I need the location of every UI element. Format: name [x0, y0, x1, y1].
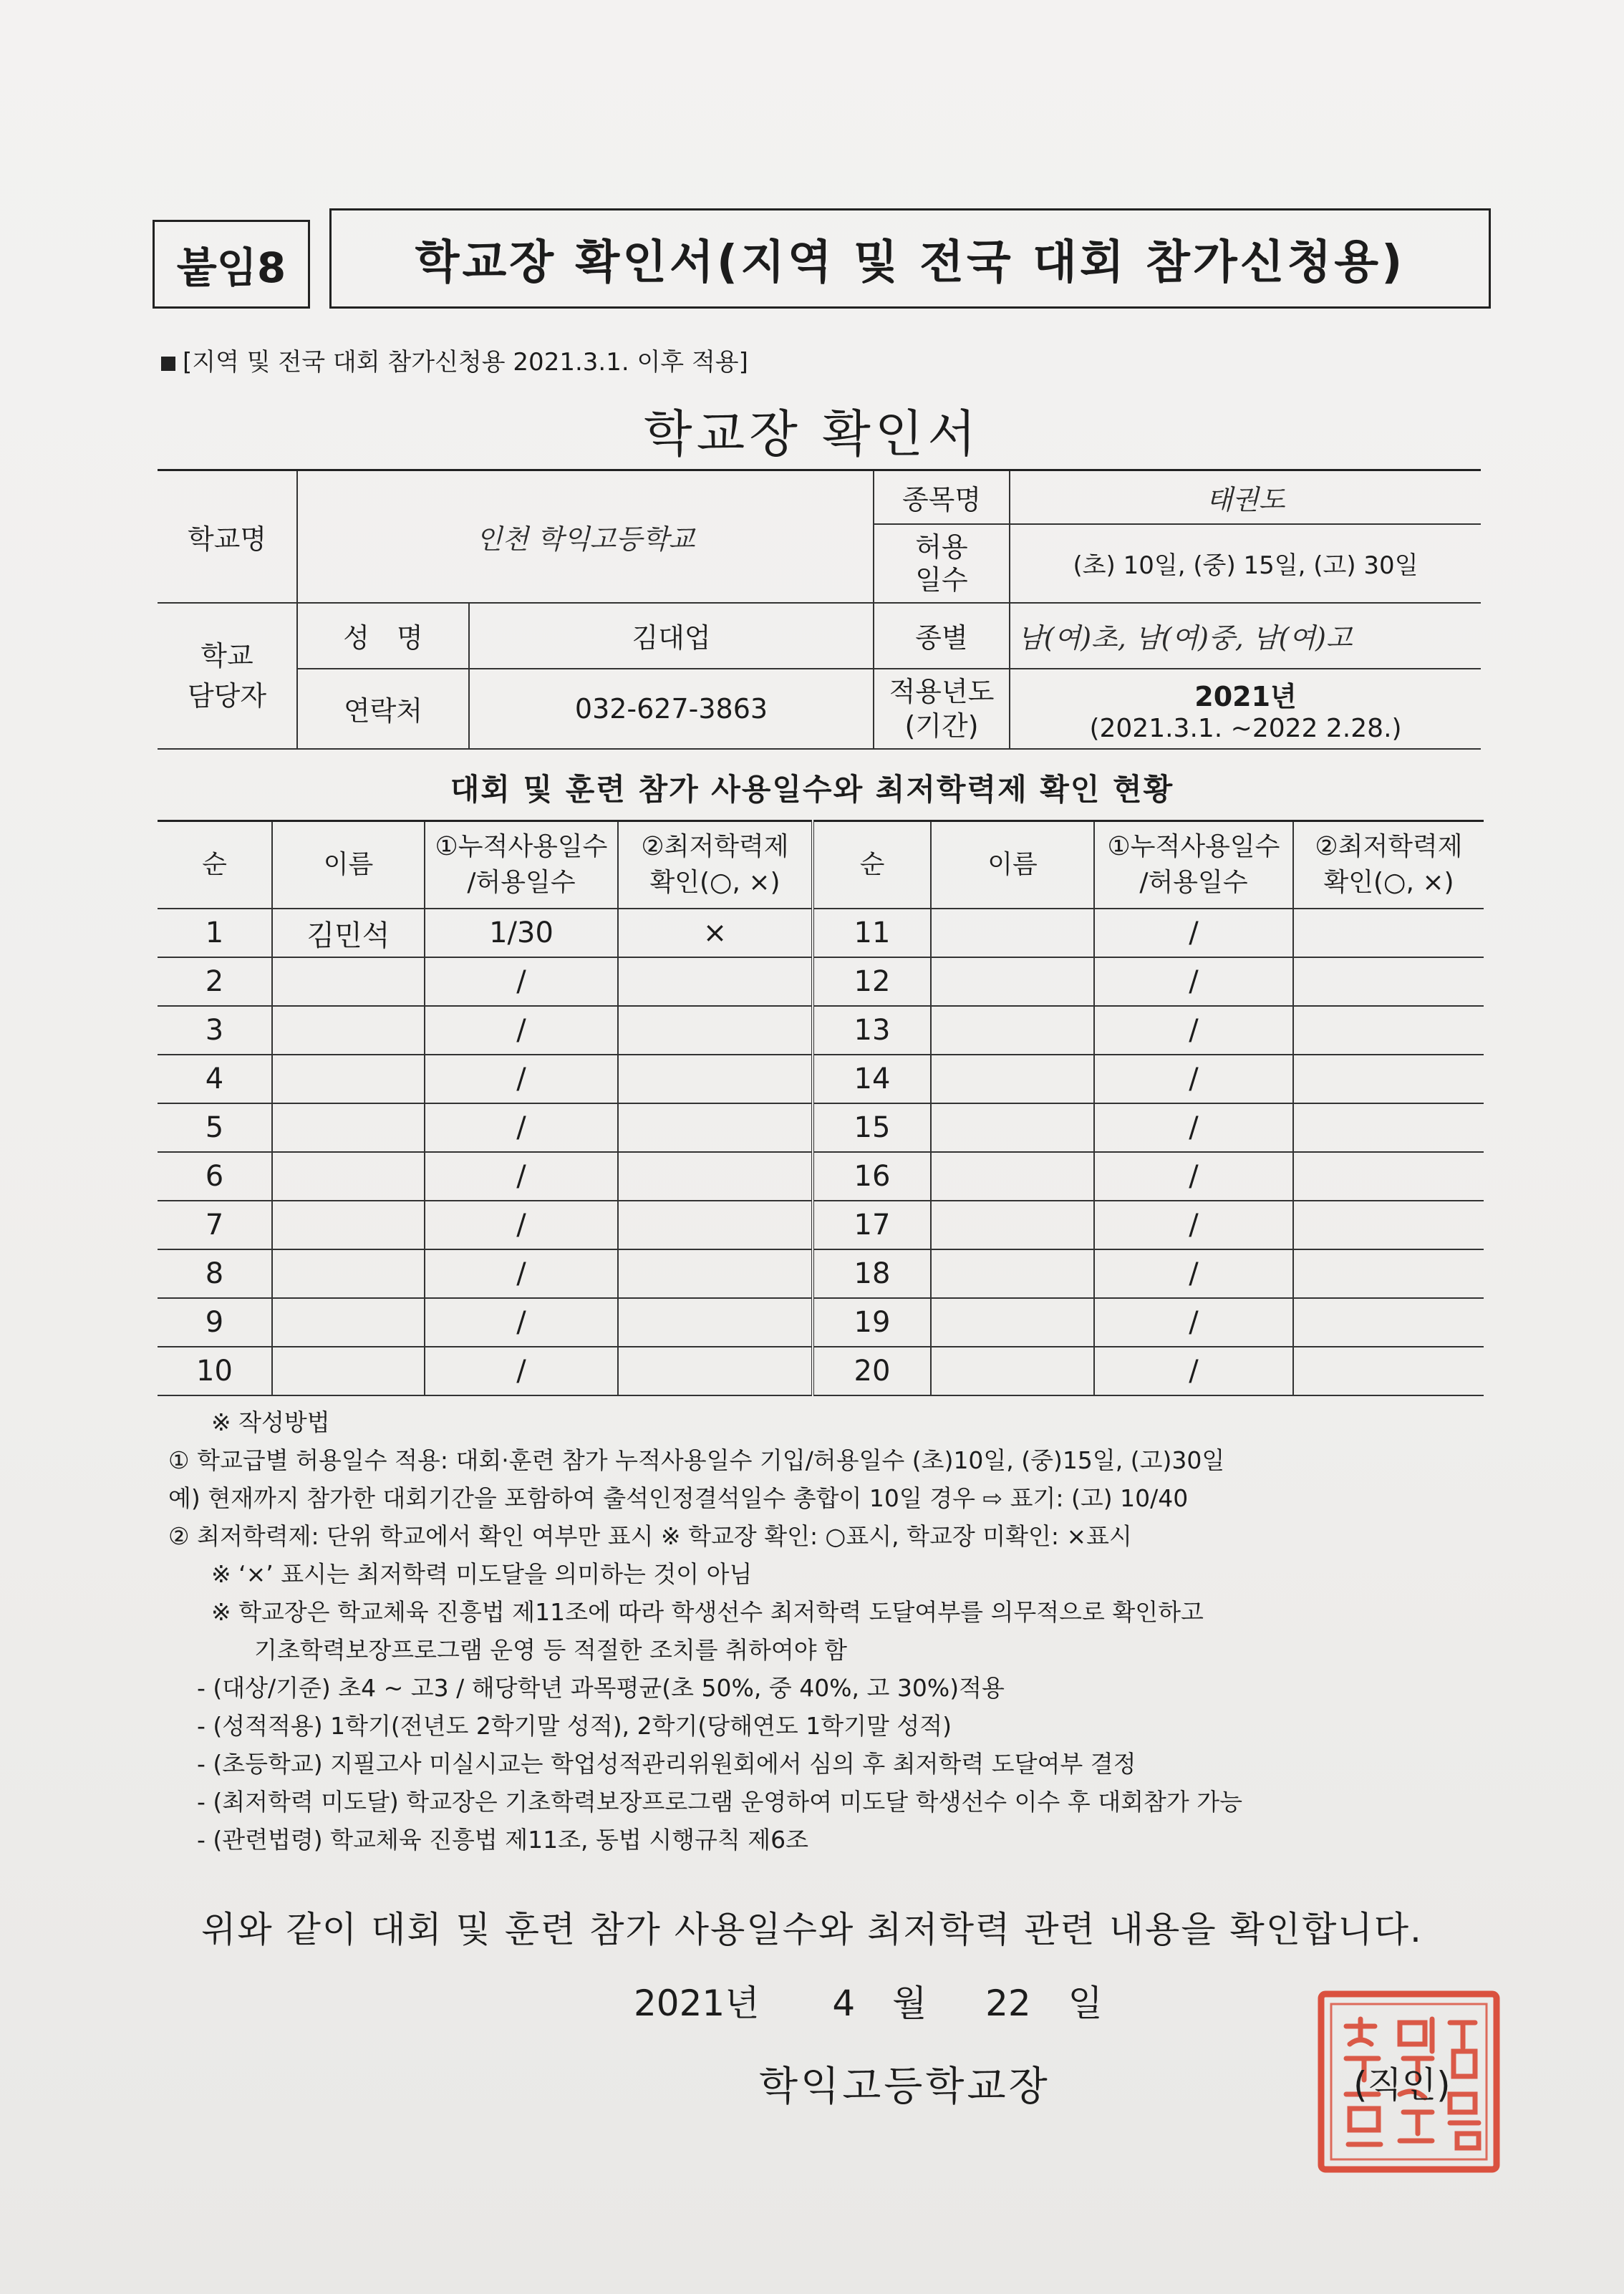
row-name — [272, 1103, 425, 1152]
row-name — [272, 1201, 425, 1249]
header-days: ①누적사용일수 /허용일수 — [1094, 821, 1293, 909]
header-days: ①누적사용일수 /허용일수 — [425, 821, 618, 909]
note-line: ① 학교급별 허용일수 적용: 대회·훈련 참가 누적사용일수 기입/허용일수 (초)10일, (중)15일, (고)30일 — [168, 1446, 1225, 1474]
header-check: ②최저학력제 확인(○, ×) — [1293, 821, 1484, 909]
year-label: 적용년도 (기간) — [874, 669, 1010, 749]
row-check — [618, 1298, 813, 1347]
row-check — [618, 957, 813, 1006]
note-line: - (성적적용) 1학기(전년도 2학기말 성적), 2학기(당해연도 1학기말 성적) — [197, 1712, 952, 1740]
contact-label: 연락처 — [297, 669, 469, 749]
row-check — [1293, 1249, 1484, 1298]
row-name: 김민석 — [272, 909, 425, 957]
table-row — [158, 1055, 1484, 1103]
row-check — [618, 1347, 813, 1395]
row-days: / — [1094, 1298, 1293, 1347]
row-days: / — [1094, 909, 1293, 957]
row-name — [931, 1347, 1094, 1395]
row-check — [618, 1055, 813, 1103]
row-check — [1293, 1055, 1484, 1103]
attachment-label: 붙임8 — [153, 220, 310, 309]
status-table — [158, 820, 1484, 1396]
row-name — [931, 1103, 1094, 1152]
row-days: / — [425, 1103, 618, 1152]
row-no: 20 — [813, 1347, 931, 1395]
row-name — [272, 1298, 425, 1347]
row-no: 3 — [158, 1006, 272, 1055]
row-name — [931, 1006, 1094, 1055]
table-row — [158, 909, 1484, 957]
row-check — [618, 1152, 813, 1201]
row-name — [272, 1055, 425, 1103]
header-no: 순 — [158, 821, 272, 909]
row-no: 16 — [813, 1152, 931, 1201]
note-line: 예) 현재까지 참가한 대회기간을 포함하여 출석인정결석일수 총합이 10일 경우 ⇨ 표기: (고) 10/40 — [168, 1484, 1189, 1512]
row-check — [1293, 1152, 1484, 1201]
row-name — [272, 1006, 425, 1055]
date-month: 4 — [832, 1983, 856, 2024]
row-check — [1293, 957, 1484, 1006]
row-days: / — [1094, 1055, 1293, 1103]
table-row — [158, 1298, 1484, 1347]
row-days: / — [1094, 1152, 1293, 1201]
row-no: 18 — [813, 1249, 931, 1298]
row-days: / — [1094, 1006, 1293, 1055]
row-no: 12 — [813, 957, 931, 1006]
row-name — [272, 957, 425, 1006]
allowed-days-label: 허용 일수 — [874, 524, 1010, 603]
row-check — [618, 1249, 813, 1298]
row-no: 6 — [158, 1152, 272, 1201]
header-name: 이름 — [931, 821, 1094, 909]
contact-value: 032-627-3863 — [469, 669, 874, 749]
row-days: / — [425, 1298, 618, 1347]
row-name — [931, 909, 1094, 957]
table-row — [158, 1201, 1484, 1249]
row-check — [1293, 909, 1484, 957]
note-line: - (대상/기준) 초4 ~ 고3 / 해당학년 과목평균(초 50%, 중 40%, 고 30%)적용 — [197, 1674, 1005, 1702]
row-days: / — [425, 1152, 618, 1201]
status-section-title: 대회 및 훈련 참가 사용일수와 최저학력제 확인 현황 — [450, 772, 1174, 807]
confirmation-statement: 위와 같이 대회 및 훈련 참가 사용일수와 최저학력 관련 내용을 확인합니다. — [201, 1909, 1423, 1950]
row-days: 1/30 — [425, 909, 618, 957]
table-row — [158, 1249, 1484, 1298]
row-no: 7 — [158, 1201, 272, 1249]
row-check — [1293, 1347, 1484, 1395]
row-no: 11 — [813, 909, 931, 957]
row-days: / — [1094, 1103, 1293, 1152]
row-no: 4 — [158, 1055, 272, 1103]
row-name — [272, 1249, 425, 1298]
year-value: 2021년 — [1194, 680, 1297, 712]
allowed-days-value: (초) 10일, (중) 15일, (고) 30일 — [1010, 524, 1481, 603]
note-line: - (관련법령) 학교체육 진흥법 제11조, 동법 시행규칙 제6조 — [197, 1826, 808, 1854]
row-check — [1293, 1006, 1484, 1055]
note-line: ② 최저학력제: 단위 학교에서 확인 여부만 표시 ※ 학교장 확인: ○표시, 학교장 미확인: ×표시 — [168, 1522, 1132, 1550]
note-line: - (최저학력 미도달) 학교장은 기초학력보장프로그램 운영하여 미도달 학생선수 이수 후 대회참가 가능 — [197, 1788, 1243, 1816]
table-row — [158, 1152, 1484, 1201]
row-no: 14 — [813, 1055, 931, 1103]
row-days: / — [425, 1055, 618, 1103]
name-value: 김대업 — [469, 603, 874, 669]
gender-value: 남(여)초, 남(여)중, 남(여)고 — [1010, 603, 1481, 669]
note-line: 기초학력보장프로그램 운영 등 적절한 조치를 취하여야 함 — [254, 1636, 848, 1664]
manager-label: 학교 담당자 — [158, 603, 297, 749]
note-line: ※ ‘×’ 표시는 최저학력 미도달을 의미하는 것이 아님 — [211, 1560, 753, 1588]
row-check: × — [618, 909, 813, 957]
row-no: 9 — [158, 1298, 272, 1347]
school-label: 학교명 — [158, 470, 297, 603]
row-check — [1293, 1201, 1484, 1249]
header-no: 순 — [813, 821, 931, 909]
note-line: - (초등학교) 지필고사 미실시교는 학업성적관리위원회에서 심의 후 최저학력 도달여부 결정 — [197, 1750, 1136, 1778]
row-no: 10 — [158, 1347, 272, 1395]
seal-label: (직인) — [1353, 2064, 1451, 2106]
row-no: 8 — [158, 1249, 272, 1298]
date-day-unit: 일 — [1068, 1983, 1103, 2024]
row-days: / — [425, 1201, 618, 1249]
row-no: 17 — [813, 1201, 931, 1249]
table-row — [158, 1347, 1484, 1395]
document-header-title: 학교장 확인서(지역 및 전국 대회 참가신청용) — [329, 208, 1491, 309]
date-year: 2021년 — [634, 1983, 760, 2024]
year-period: (2021.3.1. ~2022 2.28.) — [1089, 713, 1402, 743]
row-name — [931, 1298, 1094, 1347]
page-title: 학교장 확인서 — [644, 405, 980, 463]
row-name — [931, 1152, 1094, 1201]
signature-date — [634, 1975, 1103, 2026]
info-table — [158, 469, 1481, 750]
row-name — [272, 1347, 425, 1395]
row-no: 19 — [813, 1298, 931, 1347]
row-days: / — [425, 1006, 618, 1055]
row-days: / — [425, 1347, 618, 1395]
row-check — [618, 1103, 813, 1152]
table-row — [158, 1103, 1484, 1152]
gender-label: 종별 — [874, 603, 1010, 669]
row-name — [931, 1055, 1094, 1103]
row-name — [931, 957, 1094, 1006]
school-value: 인천 학익고등학교 — [297, 470, 874, 603]
writing-instructions — [168, 1403, 1242, 1859]
row-no: 1 — [158, 909, 272, 957]
date-month-unit: 월 — [891, 1983, 927, 2024]
name-label: 성 명 — [297, 603, 469, 669]
row-days: / — [1094, 1249, 1293, 1298]
row-check — [1293, 1298, 1484, 1347]
applicability-note: [지역 및 전국 대회 참가신청용 2021.3.1. 이후 적용] — [161, 342, 748, 377]
event-label: 종목명 — [874, 470, 1010, 524]
row-no: 13 — [813, 1006, 931, 1055]
row-check — [618, 1006, 813, 1055]
year-cell — [1010, 669, 1481, 749]
note-line: ※ 학교장은 학교체육 진흥법 제11조에 따라 학생선수 최저학력 도달여부를 의무적으로 확인하고 — [211, 1598, 1204, 1626]
header-check: ②최저학력제 확인(○, ×) — [618, 821, 813, 909]
row-name — [931, 1249, 1094, 1298]
table-row — [158, 957, 1484, 1006]
principal-name: 학익고등학교장 — [759, 2063, 1050, 2110]
row-check — [618, 1201, 813, 1249]
row-no: 5 — [158, 1103, 272, 1152]
row-name — [272, 1152, 425, 1201]
event-value: 태권도 — [1010, 470, 1481, 524]
notes-heading: ※ 작성방법 — [211, 1408, 330, 1436]
row-days: / — [425, 1249, 618, 1298]
row-days: / — [425, 957, 618, 1006]
row-days: / — [1094, 1201, 1293, 1249]
row-check — [1293, 1103, 1484, 1152]
table-row — [158, 1006, 1484, 1055]
header-name: 이름 — [272, 821, 425, 909]
date-day: 22 — [985, 1983, 1031, 2024]
row-days: / — [1094, 957, 1293, 1006]
row-no: 2 — [158, 957, 272, 1006]
row-no: 15 — [813, 1103, 931, 1152]
status-table-body — [158, 909, 1484, 1395]
row-days: / — [1094, 1347, 1293, 1395]
row-name — [931, 1201, 1094, 1249]
